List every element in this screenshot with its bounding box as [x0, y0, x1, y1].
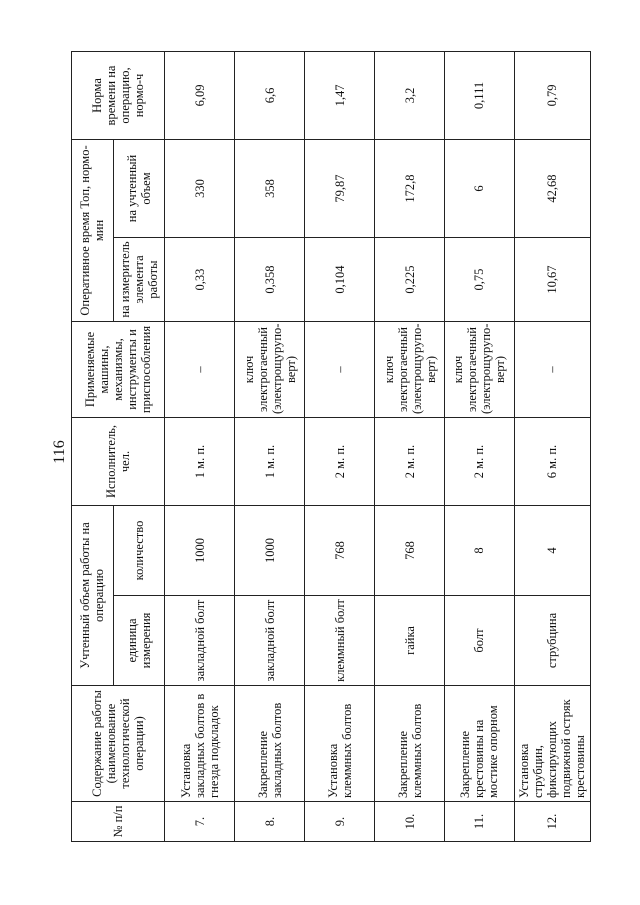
cell-num: 8.	[235, 802, 305, 842]
cell-num: 12.	[514, 802, 590, 842]
table-row	[305, 51, 375, 841]
cell-norm: 0,111	[444, 51, 514, 139]
cell-meter: 0,75	[444, 238, 514, 322]
cell-machines: –	[165, 322, 235, 418]
header-qty: количество	[113, 506, 165, 596]
cell-content: Установка клеммных болтов	[305, 686, 375, 802]
table-row	[165, 51, 235, 841]
header-optime: Оперативное время Топ, нормо-мин	[72, 139, 114, 321]
header-norm: Норма времени на операцию, нормо-ч	[72, 51, 165, 139]
cell-unit: закладной болт	[165, 596, 235, 686]
header-unit: единица измерения	[113, 596, 165, 686]
table-row	[375, 51, 445, 841]
cell-unit: закладной болт	[235, 596, 305, 686]
cell-executor: 2 м. п.	[305, 418, 375, 506]
header-num: № п/п	[72, 802, 165, 842]
cell-content: Установка струбцин, фиксирующих подвижной остряк крестовины	[514, 686, 590, 802]
cell-volume-time: 6	[444, 139, 514, 237]
cell-qty: 8	[444, 506, 514, 596]
table-row	[514, 51, 590, 841]
cell-machines: –	[305, 322, 375, 418]
norms-table	[71, 51, 591, 842]
cell-num: 10.	[375, 802, 445, 842]
header-volume: Учтенный объем работы на операцию	[72, 506, 114, 686]
cell-norm: 0,79	[514, 51, 590, 139]
header-machines: Применяемые машины, механизмы, инструменты и приспособления	[72, 322, 165, 418]
header-executor: Исполнитель, чел.	[72, 418, 165, 506]
cell-machines: ключ электрогаечный (электрощурупо-верт)	[444, 322, 514, 418]
cell-executor: 2 м. п.	[444, 418, 514, 506]
cell-qty: 4	[514, 506, 590, 596]
cell-machines: ключ электрогаечный (электрощурупо-верт)	[235, 322, 305, 418]
cell-executor: 2 м. п.	[375, 418, 445, 506]
cell-volume-time: 42,68	[514, 139, 590, 237]
header-meter: на измеритель элемента работы	[113, 238, 165, 322]
cell-content: Установка закладных болтов в гнезда подкладок	[165, 686, 235, 802]
cell-executor: 6 м. п.	[514, 418, 590, 506]
cell-machines: –	[514, 322, 590, 418]
cell-meter: 0,358	[235, 238, 305, 322]
cell-meter: 0,225	[375, 238, 445, 322]
cell-qty: 1000	[235, 506, 305, 596]
cell-machines: ключ электрогаечный (электрощурупо-верт)	[375, 322, 445, 418]
cell-content: Закрепление клеммных болтов	[375, 686, 445, 802]
cell-content: Закрепление крестовины на мостике опорном	[444, 686, 514, 802]
cell-unit: болт	[444, 596, 514, 686]
cell-norm: 6,6	[235, 51, 305, 139]
rotated-table-wrapper	[71, 52, 591, 842]
cell-volume-time: 330	[165, 139, 235, 237]
cell-qty: 768	[305, 506, 375, 596]
cell-executor: 1 м. п.	[235, 418, 305, 506]
cell-meter: 0,104	[305, 238, 375, 322]
cell-volume-time: 79,87	[305, 139, 375, 237]
cell-executor: 1 м. п.	[165, 418, 235, 506]
page-number: 116	[51, 440, 68, 464]
cell-qty: 1000	[165, 506, 235, 596]
cell-num: 11.	[444, 802, 514, 842]
cell-num: 9.	[305, 802, 375, 842]
cell-unit: клеммный болт	[305, 596, 375, 686]
table-row	[444, 51, 514, 841]
cell-unit: струбцина	[514, 596, 590, 686]
cell-meter: 10,67	[514, 238, 590, 322]
cell-norm: 6,09	[165, 51, 235, 139]
cell-volume-time: 358	[235, 139, 305, 237]
cell-qty: 768	[375, 506, 445, 596]
cell-meter: 0,33	[165, 238, 235, 322]
cell-unit: гайка	[375, 596, 445, 686]
header-row-1	[72, 51, 114, 841]
table-row	[235, 51, 305, 841]
header-volume-time: на учтенный объем	[113, 139, 165, 237]
cell-volume-time: 172,8	[375, 139, 445, 237]
cell-norm: 3,2	[375, 51, 445, 139]
cell-num: 7.	[165, 802, 235, 842]
header-content: Содержание работы (наименование технологической операции)	[72, 686, 165, 802]
cell-norm: 1,47	[305, 51, 375, 139]
cell-content: Закрепление закладных болтов	[235, 686, 305, 802]
